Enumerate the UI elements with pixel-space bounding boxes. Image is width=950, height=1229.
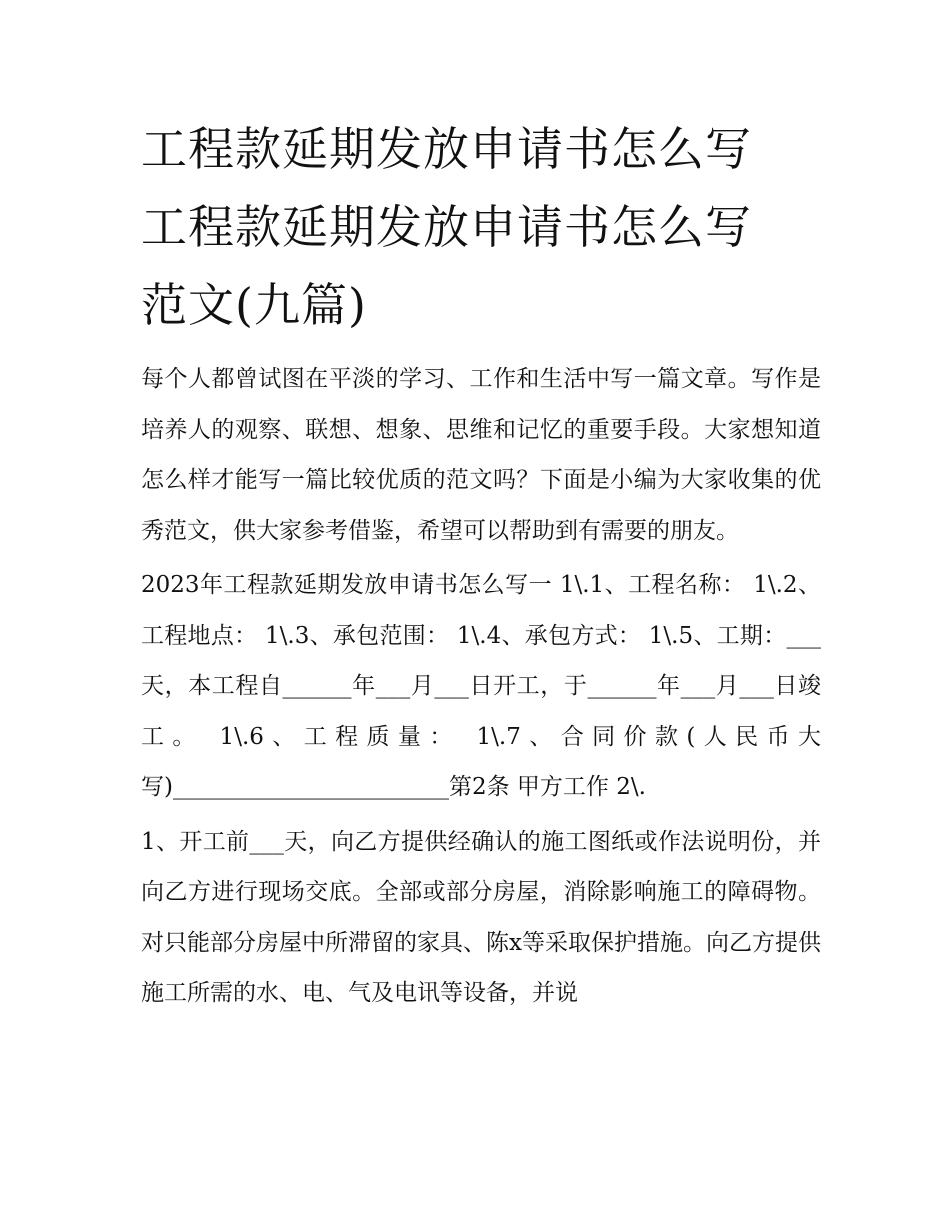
document-title xyxy=(141,110,821,344)
intro-paragraph: 每个人都曾试图在平淡的学习、工作和生活中写一篇文章。写作是培养人的观察、联想、想象、思维和记忆的重要手段。大家想知道怎么样才能写一篇比较优质的范文吗？下面是小编为大家收集的优秀范文，供大家参考借鉴，希望可以帮助到有需要的朋友。 xyxy=(141,366,821,544)
title-line-2: 工程款延期发放申请书怎么写 xyxy=(141,200,752,254)
document-page xyxy=(141,110,821,1019)
title-line-3: 范文(九篇) xyxy=(141,278,367,332)
party-a-duties-paragraph: 1、开工前___天，向乙方提供经确认的施工图纸或作法说明份，并向乙方进行现场交底。全部或部分房屋，消除影响施工的障碍物。对只能部分房屋中所滞留的家具、陈x等采取保护措施。向乙方提供施工所需的水、电、气及电讯等设备，并说 xyxy=(141,828,821,1006)
title-line-1: 工程款延期发放申请书怎么写 xyxy=(141,122,752,176)
contract-terms-paragraph: 2023年工程款延期发放申请书怎么写一 1\.1、工程名称： 1\.2、工程地点： 1\.3、承包范围： 1\.4、承包方式： 1\.5、工期：___天，本工程自______年___月___日开工，于______年___月___日竣工。 1\.6、工程质量： 1\.7、合同价款(人民币大写)________________________第2条 甲方工作 2\. xyxy=(141,572,821,800)
